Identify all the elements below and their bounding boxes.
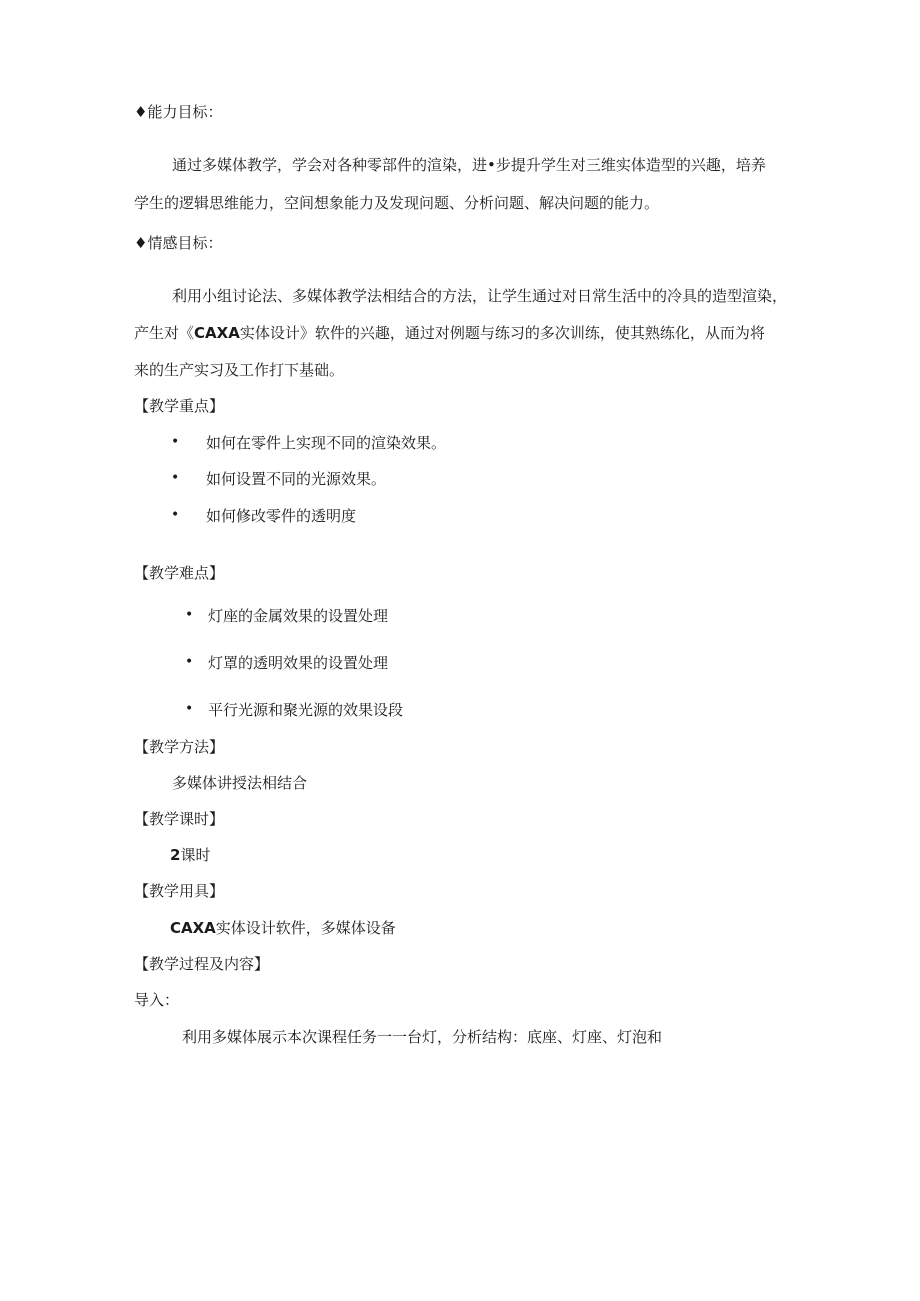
caxa-brand-text: CAXA xyxy=(170,919,216,937)
emotion-goal-heading: ♦情感目标： xyxy=(134,234,223,252)
hours-value xyxy=(170,846,210,864)
key-point-text: 如何修改零件的透明度 xyxy=(206,507,357,525)
hours-heading: 【教学课时】 xyxy=(134,810,225,828)
intro-text: 利用多媒体展示本次课程任务一一台灯，分析结构：底座、灯座、灯泡和 xyxy=(182,1028,663,1046)
tools-text: 实体设计软件，多媒体设备 xyxy=(215,919,396,937)
emotion-goal-paragraph-line2 xyxy=(134,324,765,342)
bullet-icon: • xyxy=(185,701,194,717)
bullet-icon: • xyxy=(171,434,180,450)
difficult-points-heading: 【教学难点】 xyxy=(134,564,225,582)
difficult-point-text: 灯座的金属效果的设置处理 xyxy=(208,607,389,625)
key-point-text: 如何在零件上实现不同的渲染效果。 xyxy=(206,434,447,452)
key-points-heading: 【教学重点】 xyxy=(134,397,225,415)
hours-unit: 课时 xyxy=(180,846,211,864)
method-heading: 【教学方法】 xyxy=(134,738,225,756)
bullet-icon: • xyxy=(185,654,194,670)
difficult-point-text: 灯罩的透明效果的设置处理 xyxy=(208,654,389,672)
key-point-text: 如何设置不同的光源效果。 xyxy=(206,470,387,488)
emotion-goal-paragraph-line3: 来的生产实习及工作打下基础。 xyxy=(134,361,345,379)
caxa-brand-text: CAXA xyxy=(194,324,240,342)
process-heading: 【教学过程及内容】 xyxy=(134,955,270,973)
ability-goal-heading: ♦能力目标： xyxy=(134,103,223,121)
bullet-icon: • xyxy=(185,607,194,623)
ability-goal-paragraph-line2: 学生的逻辑思维能力，空间想象能力及发现问题、分析问题、解决问题的能力。 xyxy=(134,194,660,212)
tools-heading: 【教学用具】 xyxy=(134,882,225,900)
bullet-icon: • xyxy=(171,470,180,486)
emotion-goal-line2-suffix: 实体设计》软件的兴趣，通过对例题与练习的多次训练，使其熟练化，从而为将 xyxy=(239,324,765,342)
bullet-icon: • xyxy=(171,507,180,523)
tools-value xyxy=(170,919,396,937)
ability-goal-paragraph-line1: 通过多媒体教学，学会对各种零部件的渲染，进•步提升学生对三维实体造型的兴趣，培养 xyxy=(172,156,766,174)
hours-number: 2 xyxy=(170,846,181,864)
method-text: 多媒体讲授法相结合 xyxy=(172,774,308,792)
emotion-goal-line2-prefix: 产生对《 xyxy=(134,324,195,342)
emotion-goal-paragraph-line1: 利用小组讨论法、多媒体教学法相结合的方法，让学生通过对日常生活中的冷具的造型渲染， xyxy=(172,287,788,305)
difficult-point-text: 平行光源和聚光源的效果设段 xyxy=(208,701,404,719)
intro-label: 导入： xyxy=(134,991,180,1009)
